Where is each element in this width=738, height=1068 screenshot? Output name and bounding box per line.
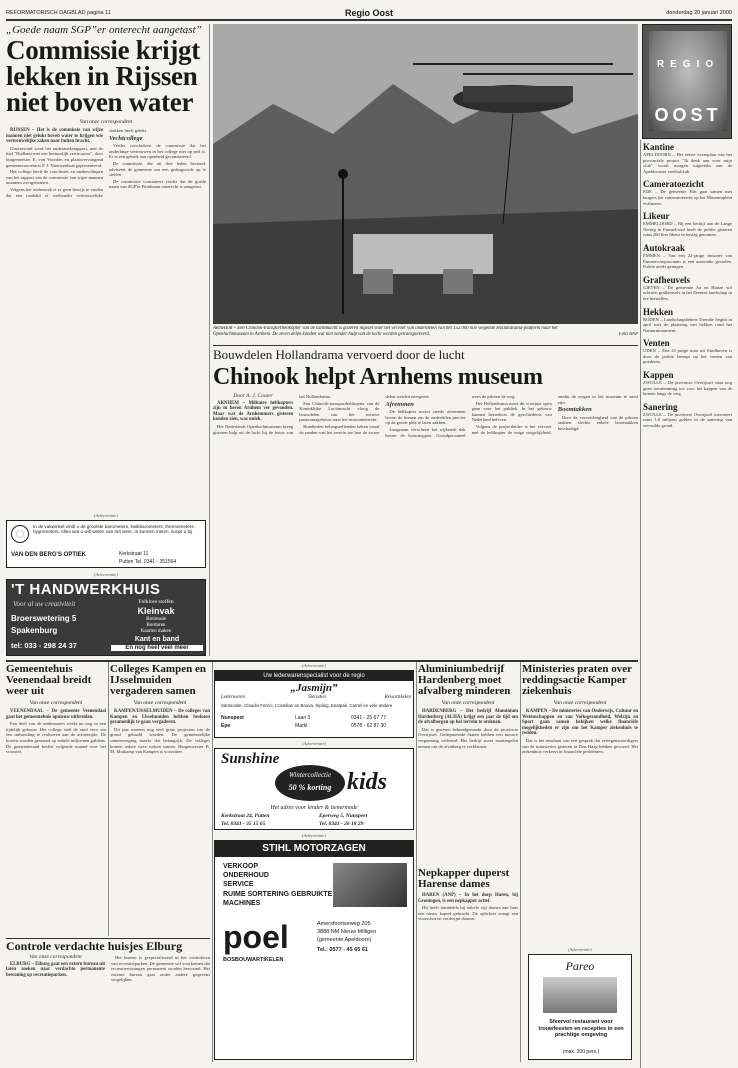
optiek-address: Kerkstraat 11	[119, 551, 149, 557]
lead-paragraph: Volgens het onderzoek is er geen bewijs te vinden dat een raadslid of wethouder vertrouwelijke stukken heeft gelekt.	[6, 128, 148, 198]
chinook-headline: Chinook helpt Arnhems museum	[213, 364, 543, 390]
ad-label: (Advertentie)	[94, 513, 118, 518]
chinook-paragraph: Een Chinook-transporthelikopter van de Koninklijke Luchtmacht vloog de bouwdelen van het nieuwe panoramagebouw naar het museumterrein.	[299, 400, 380, 423]
handwerk-line6: Kaarten maken	[140, 629, 172, 634]
optiek-text: In de vakwinkel vindt u de grootste barometers, kwikbarometers, thermometers, hygrometers. Alles wat u wilt weten van het weer, te kunnen meten, koopt u bij	[33, 524, 195, 535]
column-divider	[520, 662, 521, 1062]
stihl-item: RUIME SORTERING GEBRUIKTE MACHINES	[223, 891, 333, 907]
chinook-paragraph: Langzaam verscheen het wijkende dak boven de boomtoppen. Grondpersoneel wees de piloten de weg.	[385, 394, 516, 438]
jasmijn-col2: Sieraden	[308, 695, 326, 700]
stihl-item: VERKOOP	[223, 863, 259, 870]
colleges-body	[110, 709, 210, 755]
header-rule	[6, 19, 732, 21]
sunshine-promo: Wintercollectie	[288, 771, 332, 779]
lead-paragraph: Verder concludeert de commissie dat het onderlinge vertrouwen in het college niet op peil is. Er is een gebrek aan openheid geconstateerd.	[109, 143, 206, 160]
poel-sub: BOSBOUWARTIKELEN	[223, 957, 284, 963]
column-divider	[108, 662, 109, 936]
colleges-paragraph: Dit jaar moeten nog veel grote projecten van de grond gehaald worden. De gemeentelijke samenvoeging maakt dat belangrijk. De colleges komen iedere twee weken samen. Burgemeester B. M. Mutkamp van Kampen is voorzitter.	[110, 726, 210, 755]
lead-headline: Commissie krijgt lekken in Rijssen niet boven water	[6, 35, 200, 117]
handwerk-slogan2: En nog heel veel meer	[111, 645, 203, 651]
lead-paragraph: De commissie constateert verder dat de goede naam van SGP'er Brinkman onterecht is aangetast.	[109, 178, 206, 190]
regio-oost-logo	[642, 24, 732, 139]
handwerk-phone: tel: 033 - 298 24 37	[11, 641, 77, 650]
ad-stihl	[214, 840, 414, 1060]
sidebar-text: ZWOLLE – De provincie Overijssel staat nog geen toestemming toe voor het kappen van de bomen langs de weg.	[643, 380, 732, 397]
jasmijn-street: Laan 3	[295, 715, 311, 721]
section-title: Regio Oost	[344, 8, 393, 18]
ministeries-body	[522, 709, 638, 755]
veenendaal-byline: Van onze correspondent	[29, 700, 83, 706]
lead-byline: Van onze correspondent	[79, 119, 133, 125]
sidebar-text: EMMEN – Van een 22-jarige inwoner van Emmercompascuum is een autoradio gestolen. Politie zoekt getuigen.	[643, 252, 732, 270]
elburg-body	[6, 955, 210, 983]
colleges-lead: KAMPEN/IJSSELMUIDEN – De colleges van Kampen en IJsselmuiden hebben besloten gezamenlijk te gaan vergaderen.	[110, 709, 210, 726]
photo-credit: Foto ANP	[618, 332, 638, 337]
paper-name: REFORMATORISCH DAGBLAD pagina 11	[6, 10, 111, 16]
column-divider	[212, 662, 213, 1062]
handwerk-line4: Breimode	[146, 617, 166, 622]
ministeries-story	[522, 664, 638, 944]
veenendaal-headline: Gemeentehuis Veenendaal breidt weer uit	[6, 664, 92, 697]
jasmijn-place1: Nunspeet	[221, 715, 244, 721]
handwerk-title: 'T HANDWERKHUIS	[11, 581, 161, 598]
chinook-paragraph: Honderden belangstellenden keken vanaf de randen van het terrein toe hoe de zware delen werden neergezet.	[299, 394, 430, 435]
column-divider	[209, 24, 210, 656]
veenendaal-story	[6, 664, 106, 934]
nepkapper-paragraph: Hij heeft inmiddels bij enkele vijf dames aan huis een nieuw kapsel gebracht. De oplichter vraagt een voorschot en verdwijnt daarna.	[418, 905, 518, 922]
jasmijn-col1: Lederwaren	[221, 695, 245, 700]
sidebar-text: RODEN – Landschapsbeheer Drenthe begint in april met de plaatsing van hekken rond het Natuurmonument.	[643, 316, 732, 333]
jasmijn-brands: Samsonite, Claudio Ferrici, Cosmilan en Bouva, Kipling, Eastpak, Camel en vele andere	[221, 703, 393, 708]
section-rule	[6, 660, 638, 662]
jasmijn-banner: Uw lederwarenspecialist voor de regio	[215, 671, 413, 681]
lead-paragraph: Gisteravond werd het onderzoeksrapport, met de titel "Rijdbaar met een bestuurlijk vertrouwen", door burgemeester E. van Voorden en plaatsvervangend gemeentesecretaris P. J. Nieuwenhuis gepresenteerd.	[6, 145, 104, 168]
ad-label: (Advertentie)	[94, 572, 118, 577]
ad-pareo	[528, 954, 632, 1060]
ministeries-byline: Van onze correspondent	[553, 700, 607, 706]
sidebar-title: Venten	[643, 338, 670, 349]
stihl-item: ONDERHOUD	[223, 872, 269, 879]
jasmijn-phone1: 0341 - 25 67 77	[351, 715, 387, 721]
sidebar-text: EDE – De gemeente Ede gaat samen met burgers het cameratoezicht op het Museumplein evalueren.	[643, 189, 732, 206]
stihl-addr3: (gemeente Apeldoorn)	[317, 937, 372, 943]
handwerk-line1: Voor al uw creativiteit	[13, 600, 76, 608]
chinook-paragraph: Het Hollandrama moet dit voorjaar open gaan voor het publiek. In het gebouw kunnen bezoekers de geschiedenis van Nederland beleven.	[471, 400, 552, 423]
optiek-phone: Putten Tel. 0341 - 351564	[119, 559, 177, 565]
sidebar-news	[643, 142, 732, 1062]
jasmijn-place2: Epe	[221, 723, 231, 729]
ministeries-paragraph: Dat is het resultaat van een gesprek dat vertegenwoordigers van de ministeries gisteren in Den Haag hebben gevoerd. Het ziekenhuis verkeert in financiële problemen.	[522, 737, 638, 755]
nepkapper-headline: Nepkapper duperst Harense dames	[418, 868, 510, 890]
oost-label: OOST	[654, 105, 722, 125]
aluminium-paragraph: Dat is gisteren bekendgemaakt door de provincie Overijssel. Gedeputeerde Staten hebben een nieuwe vergunning verleend. Het bedrijf moet maatregelen nemen om de afvalberg te verkleinen.	[418, 726, 518, 749]
column-divider	[416, 662, 417, 1062]
elburg-byline: Van onze correspondent	[29, 954, 82, 960]
nepkapper-body	[418, 893, 518, 922]
ad-jasmijn	[214, 670, 414, 738]
chinook-byline: Door A. J. Couter	[233, 393, 273, 399]
elburg-paragraph: Het bureau is gespecialiseerd in het controleren van recreatieparken. De gemeente wil voorkomen dat recreatiewoningen permanent worden bewoond. Het externe bureau gaat onder andere gegevens vergelijken.	[111, 955, 210, 983]
sidebar-title: Grafheuvels	[643, 274, 690, 285]
sidebar-title: Autokraak	[643, 242, 686, 253]
chinook-paragraph: Door de voorzichtigheid van de piloten raakten slechts enkele boomtakken beschadigd.	[557, 414, 638, 431]
aluminium-byline: Van onze correspondent	[441, 700, 495, 706]
colleges-byline: Van onze correspondent	[133, 700, 187, 706]
ad-label: (Advertentie)	[302, 741, 326, 746]
handwerk-address: Broerswetering 5	[11, 614, 77, 623]
poel-logo: poel	[223, 919, 289, 955]
helicopter-photo-icon	[213, 24, 638, 324]
chinook-photo	[213, 24, 638, 324]
chinook-paragraph: Het Nederlands Openluchtmuseum kreeg gisteren hulp uit de lucht bij de bouw van het Hollandrama.	[213, 394, 332, 435]
sunshine-name1: Sunshine	[221, 751, 280, 767]
sunshine-tel1: Tel. 0341 - 35 15 65	[221, 821, 266, 827]
colleges-headline: Colleges Kampen en IJsselmuiden vergaderen samen	[110, 664, 206, 697]
sunshine-promo2: 50 % korting	[288, 783, 332, 792]
aluminium-body	[418, 709, 518, 749]
lead-subhead: Vechtcollege	[109, 134, 143, 142]
sidebar-title: Kappen	[643, 370, 674, 381]
optiek-name: VAN DEN BERG'S OPTIEK	[11, 552, 86, 558]
sunshine-tagline: Het adres voor kinder & tienermode	[270, 805, 358, 811]
jasmijn-col3: Reisartikelen	[384, 695, 411, 700]
pareo-name: Pareo	[565, 959, 595, 973]
regio-label: REGIO	[656, 59, 720, 70]
veenendaal-lead: VEENENDAAL – De gemeente Veenendaal gaat het gemeentehuis opnieuw uitbreiden.	[6, 709, 106, 720]
ad-handwerkhuis	[6, 579, 206, 656]
ad-label: (Advertentie)	[302, 833, 326, 838]
sunshine-tel2: Tel. 0341 - 26 18 29	[319, 821, 364, 827]
sidebar-text: EMMELOORD – Bij een bedrijf aan de Lange Nering in Emmeloord heeft de politie gisteren ruim 260 liter likeur in beslag genomen.	[643, 221, 732, 238]
sidebar-title: Cameratoezicht	[643, 179, 704, 190]
nepkapper-lead: HAREN (ANP) – In het dorp Haren, bij Groningen, is een nepkapper actief.	[418, 893, 518, 904]
lead-paragraph: De commissie, die uit drie leden bestond, adviseert de gemeente om een gedragscode op te stellen.	[109, 160, 206, 178]
stihl-tel: Tel.: 0577 - 45 65 61	[317, 947, 368, 953]
chinook-subhead: Afremmen	[385, 400, 414, 408]
pareo-text: Sfeervol restaurant voor trouwfeesten en recepties in een prachtige omgeving	[538, 1019, 624, 1038]
chinook-paragraph: De helikopter moest steeds afremmen boven de bomen om de onderdelen precies op de goede plek te laten zakken.	[385, 409, 466, 426]
sidebar-title: Hekken	[643, 306, 674, 317]
handwerk-line3: Kleinvak	[137, 606, 175, 616]
jasmijn-street2: Markt	[295, 723, 308, 729]
elburg-story	[6, 941, 210, 1066]
sidebar-text: UDEN – Een 41-jarige man uit Eindhoven is door de politie betrapt op het venten van goederen.	[643, 348, 732, 365]
stihl-title: STIHL MOTORZAGEN	[215, 841, 413, 857]
sidebar-title: Likeur	[643, 211, 670, 222]
optiek-logo-icon	[11, 525, 29, 543]
sidebar-text: GIETEN – De gemeente Aa en Hunze wil achttien grafheuvels in het Drentse landschap in ere herstellen.	[643, 284, 732, 301]
lead-body	[6, 128, 206, 476]
chinook-story	[213, 348, 638, 656]
handwerk-line5: Borduren	[146, 623, 166, 628]
colleges-story	[110, 664, 210, 934]
paper-date: donderdag 20 januari 2000	[666, 10, 732, 16]
chinook-lead: ARNHEM – Militaire helikopters zijn in heren Arnhem ver gevonden. Maar wat de Arnhemmers gisteren konden zien, was uniek.	[213, 400, 294, 423]
chinook-subhead: Boomtakken	[557, 406, 592, 414]
lead-paragraph: Het college heeft de conclusies en aanbevelingen van het rapport van de commissie van wijze mannen unaniem overgenomen.	[6, 169, 103, 186]
chinook-paragraph: Volgens de projectleider is het vervoer met de helikopter de enige mogelijkheid, omdat de wegen in het museum te smal zijn.	[471, 394, 638, 435]
nepkapper-story	[418, 868, 518, 1062]
ministeries-lead: KAMPEN – De ministeries van Onderwijs, Cultuur en Wetenschappen en van Volksgezondheid, Welzijn en Sport gaan samen bekijken welke financiële mogelijkheden er zijn om het Kamper ziekenhuis te redden.	[522, 709, 638, 737]
column-divider	[640, 140, 641, 1068]
elburg-lead: ELBURG – Elburg gaat een extern bureau uit laten zoeken naar verdachte permanente bewoning op recreatieparken.	[6, 961, 105, 978]
aluminium-story	[418, 664, 518, 864]
elburg-headline: Controle verdachte huisjes Elburg	[6, 941, 183, 953]
aluminium-lead: HARDENBERG – Het bedrijf Aluminium Hardenberg (ALHA) krijgt een jaar de tijd om de afvalbergen op het terrein te ordenen.	[418, 709, 518, 726]
sunshine-addr2: Eperweg 5, Nunspeet	[319, 813, 368, 819]
photo-caption: ARNHEM – Een Chinook-transporthelikopter van de luchtmacht is gisteren ingezet voor het vervoer van onderdelen van het 152.000 kilo wegende Hollandrama-platform naar het Openluchtmuseum in Arnhem. De zeven delen konden wat niet zonder hulp van de lucht worden getransporteerd.	[213, 326, 558, 337]
sunshine-name2: kids	[346, 769, 387, 795]
veenendaal-paragraph: Een deel van de ambtenaren werkt nu nog in een tijdelijk gebouw. Het college stelt de raad voor om een uitbreiding te realiseren aan de achterzijde. De kosten worden geraamd op enkele miljoenen guldens. De gemeenteraad beslist volgende maand over het voorstel.	[6, 721, 106, 755]
handwerk-slogan1: Kant en band	[134, 636, 180, 643]
chinook-body	[213, 394, 638, 652]
handwerk-city: Spakenburg	[11, 626, 58, 635]
ministeries-headline: Ministeries praten over reddingsactie Kamper ziekenhuis	[522, 664, 632, 697]
chainsaw-icon	[333, 863, 407, 907]
stihl-addr1: Amersfoortseweg 205	[317, 921, 371, 927]
sidebar-text: ZWOLLE – De provincie Overijssel investeert ruim 1,8 miljoen gulden in de sanering van vervuilde grond.	[643, 411, 732, 429]
veenendaal-body	[6, 709, 106, 755]
lead-intro: RIJSSEN – Het is de commissie van wijze mannen niet gelukt boven water te krijgen wie vertrouwelijke zaken naar buiten bracht.	[6, 128, 103, 145]
handwerk-line2: Folklore stoffen	[138, 599, 174, 605]
lead-kicker: „Goede naam SGP”er onterecht aangetast”	[6, 24, 202, 36]
jasmijn-phone2: 0578 - 62 87 30	[351, 723, 387, 729]
ad-sunshine-kids	[214, 748, 414, 830]
sunshine-addr1: Kerkstraat 24, Putten	[221, 813, 270, 819]
ad-label: (Advertentie)	[568, 947, 592, 952]
ad-label: (Advertentie)	[302, 663, 326, 668]
lead-story	[6, 24, 206, 510]
stihl-addr2: 3888 NM Nieuw Milligen	[317, 929, 377, 935]
sidebar-title: Sanering	[643, 401, 678, 412]
chinook-kicker: Bouwdelen Hollandrama vervoerd door de lucht	[213, 348, 465, 362]
section-rule	[6, 938, 210, 939]
stihl-item: SERVICE	[223, 881, 254, 888]
pareo-image-icon	[543, 977, 617, 1013]
sidebar-title: Kantine	[643, 142, 675, 152]
sidebar-text: APELDOORN – Het eerste exemplaar van het provinciale project "Ik denk aan voor mijn club" wordt morgen uitgereikt aan de Apeldoornse voetbalclub.	[643, 152, 732, 174]
pareo-price: (max. 300 pers.)	[562, 1049, 600, 1055]
aluminium-headline: Aluminiumbedrijf Hardenberg moet afvalberg minderen	[418, 664, 511, 697]
jasmijn-name: „Jasmijn”	[290, 682, 338, 694]
ad-optiek	[6, 520, 206, 568]
caption-rule	[213, 345, 638, 346]
